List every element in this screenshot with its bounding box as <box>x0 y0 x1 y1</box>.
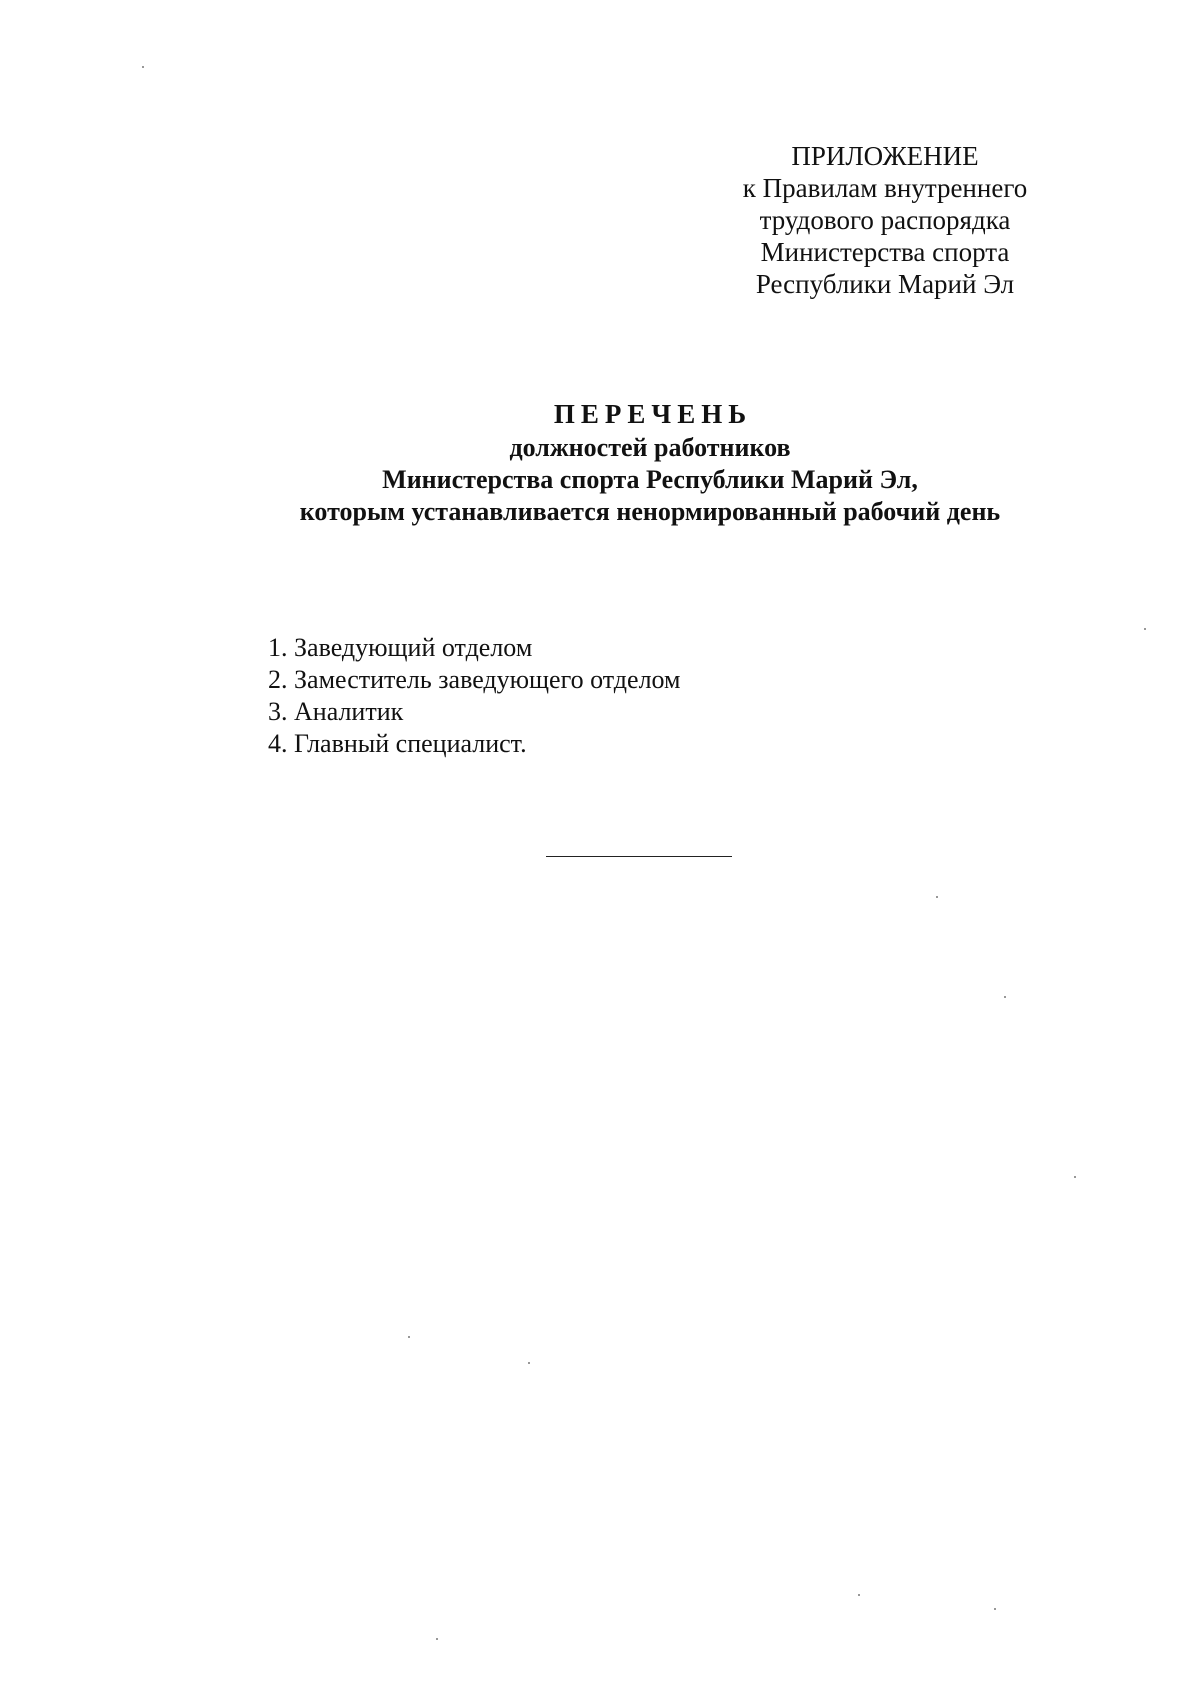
appendix-block <box>720 140 1050 300</box>
scan-speck <box>142 66 144 68</box>
appendix-label: ПРИЛОЖЕНИЕ <box>791 141 979 171</box>
scan-speck <box>408 1336 410 1338</box>
scan-speck <box>1074 1176 1076 1178</box>
positions-list <box>268 632 681 760</box>
scan-speck <box>528 1362 530 1364</box>
scan-speck <box>994 1608 996 1610</box>
appendix-line: трудового распорядка <box>759 205 1011 235</box>
title-line: которым устанавливается ненормированный рабочий день <box>299 497 1001 526</box>
appendix-line: Республики Марий Эл <box>755 269 1015 299</box>
title-heading: ПЕРЕЧЕНЬ <box>553 399 753 429</box>
document-title <box>200 398 1100 528</box>
scan-speck <box>436 1638 438 1640</box>
list-item: 2. Заместитель заведующего отделом <box>268 665 681 694</box>
title-line: Министерства спорта Республики Марий Эл, <box>382 465 918 494</box>
scan-speck <box>1144 628 1146 630</box>
list-item: 1. Заведующий отделом <box>268 633 533 662</box>
list-item: 4. Главный специалист. <box>268 729 527 758</box>
appendix-line: к Правилам внутреннего <box>742 173 1028 203</box>
scan-speck <box>858 1594 860 1596</box>
end-divider <box>546 856 732 857</box>
appendix-line: Министерства спорта <box>760 237 1010 267</box>
scan-speck <box>1004 996 1006 998</box>
title-line: должностей работников <box>509 433 791 462</box>
list-item: 3. Аналитик <box>268 697 404 726</box>
scan-speck <box>936 896 938 898</box>
